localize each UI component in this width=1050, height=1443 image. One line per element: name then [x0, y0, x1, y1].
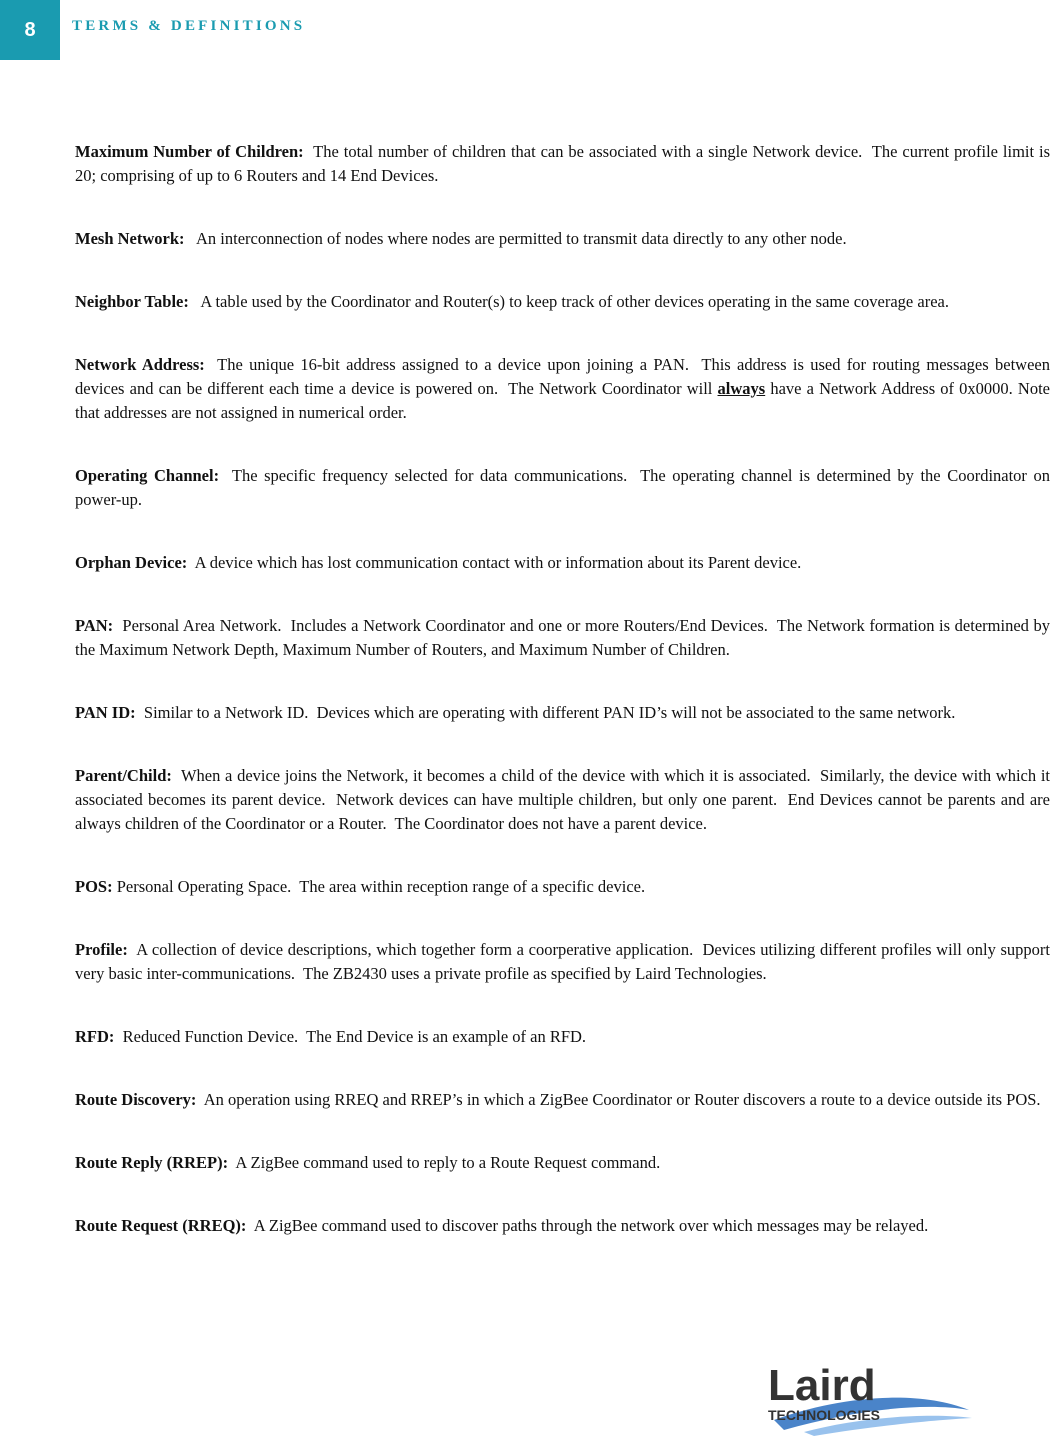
definition-text: Similar to a Network ID. Devices which are operating with different PAN ID’s will not be associated to the same network. — [135, 703, 956, 722]
term: Mesh Network: — [75, 229, 185, 248]
term: Maximum Number of Children: — [75, 142, 304, 161]
definition-orphan-device — [75, 551, 1050, 575]
term: Operating Channel: — [75, 466, 220, 485]
term: Route Reply (RREP): — [75, 1153, 229, 1172]
definition-text: A ZigBee command used to reply to a Route Request command. — [228, 1153, 661, 1172]
definitions-list — [75, 140, 1050, 1277]
definition-text: The specific frequency selected for data communications. The operating channel is determined by the Coordinator on power-up. — [75, 466, 1050, 509]
definition-text: Personal Area Network. Includes a Network Coordinator and one or more Routers/End Devices. The Network formation is determined by the Maximum Network Depth, Maximum Number of Routers, and Maximum Number of Children. — [75, 616, 1050, 659]
definition-text: An interconnection of nodes where nodes are permitted to transmit data directly to any other node. — [184, 229, 847, 248]
definition-text: Reduced Function Device. The End Device is an example of an RFD. — [114, 1027, 587, 1046]
page-number: 8 — [24, 18, 36, 41]
definition-operating-channel — [75, 464, 1050, 512]
definition-max-children — [75, 140, 1050, 188]
definition-route-discovery — [75, 1088, 1050, 1112]
definition-text: The total number of children that can be associated with a single Network device. The current profile limit is 20; comprising of up to 6 Routers and 14 End Devices. — [75, 142, 1050, 185]
term: Parent/Child: — [75, 766, 172, 785]
definition-parent-child — [75, 764, 1050, 836]
definition-text: The unique 16-bit address assigned to a device upon joining a PAN. This address is used for routing messages between devices and can be different each time a device is powered on. The Network Coordinator will — [75, 355, 1050, 398]
page-number-tab — [0, 0, 60, 60]
definition-pan — [75, 614, 1050, 662]
definition-rfd — [75, 1025, 1050, 1049]
logo-subword: TECHNOLOGIES — [768, 1407, 881, 1423]
term: Route Discovery: — [75, 1090, 197, 1109]
definition-pan-id — [75, 701, 1050, 725]
definition-mesh-network — [75, 227, 1050, 251]
term: Orphan Device: — [75, 553, 188, 572]
term: RFD: — [75, 1027, 115, 1046]
term: PAN ID: — [75, 703, 136, 722]
term: Network Address: — [75, 355, 205, 374]
emphasis-always: always — [717, 379, 766, 398]
term: POS: — [75, 877, 113, 896]
definition-text: A table used by the Coordinator and Router(s) to keep track of other devices operating in the same coverage area. — [188, 292, 949, 311]
term: Route Request (RREQ): — [75, 1216, 247, 1235]
definition-pos — [75, 875, 1050, 899]
definition-text: A device which has lost communication contact with or information about its Parent device. — [187, 553, 802, 572]
definition-text: When a device joins the Network, it becomes a child of the device with which it is associated. Similarly, the device with which it associated becomes its parent device. Network devices can have multiple children, but only one parent. End Devices cannot be parents and are always children of the Coordinator or a Router. The Coordinator does not have a parent device. — [75, 766, 1050, 833]
definition-text: A ZigBee command used to discover paths through the network over which messages may be relayed. — [246, 1216, 929, 1235]
term: Neighbor Table: — [75, 292, 189, 311]
definition-text: have a Network Address of 0x0000. Note that addresses are not assigned in numerical order. — [75, 379, 1050, 422]
definition-network-address — [75, 353, 1050, 425]
definition-text: A collection of device descriptions, which together form a coorperative application. Devices utilizing different profiles will only support very basic inter-communications. The ZB2430 uses a private profile as specified by Laird Technologies. — [75, 940, 1050, 983]
laird-technologies-logo — [764, 1358, 974, 1438]
definition-text: An operation using RREQ and RREP’s in which a ZigBee Coordinator or Router discovers a route to a device outside its POS. — [196, 1090, 1041, 1109]
definition-route-request — [75, 1214, 1050, 1238]
definition-neighbor-table — [75, 290, 1050, 314]
definition-profile — [75, 938, 1050, 986]
term: PAN: — [75, 616, 114, 635]
term: Profile: — [75, 940, 128, 959]
section-title: TERMS & DEFINITIONS — [72, 18, 306, 34]
logo-graphic — [764, 1358, 974, 1438]
definition-text: Personal Operating Space. The area within reception range of a specific device. — [112, 877, 646, 896]
logo-word: Laird — [768, 1361, 876, 1410]
definition-route-reply — [75, 1151, 1050, 1175]
